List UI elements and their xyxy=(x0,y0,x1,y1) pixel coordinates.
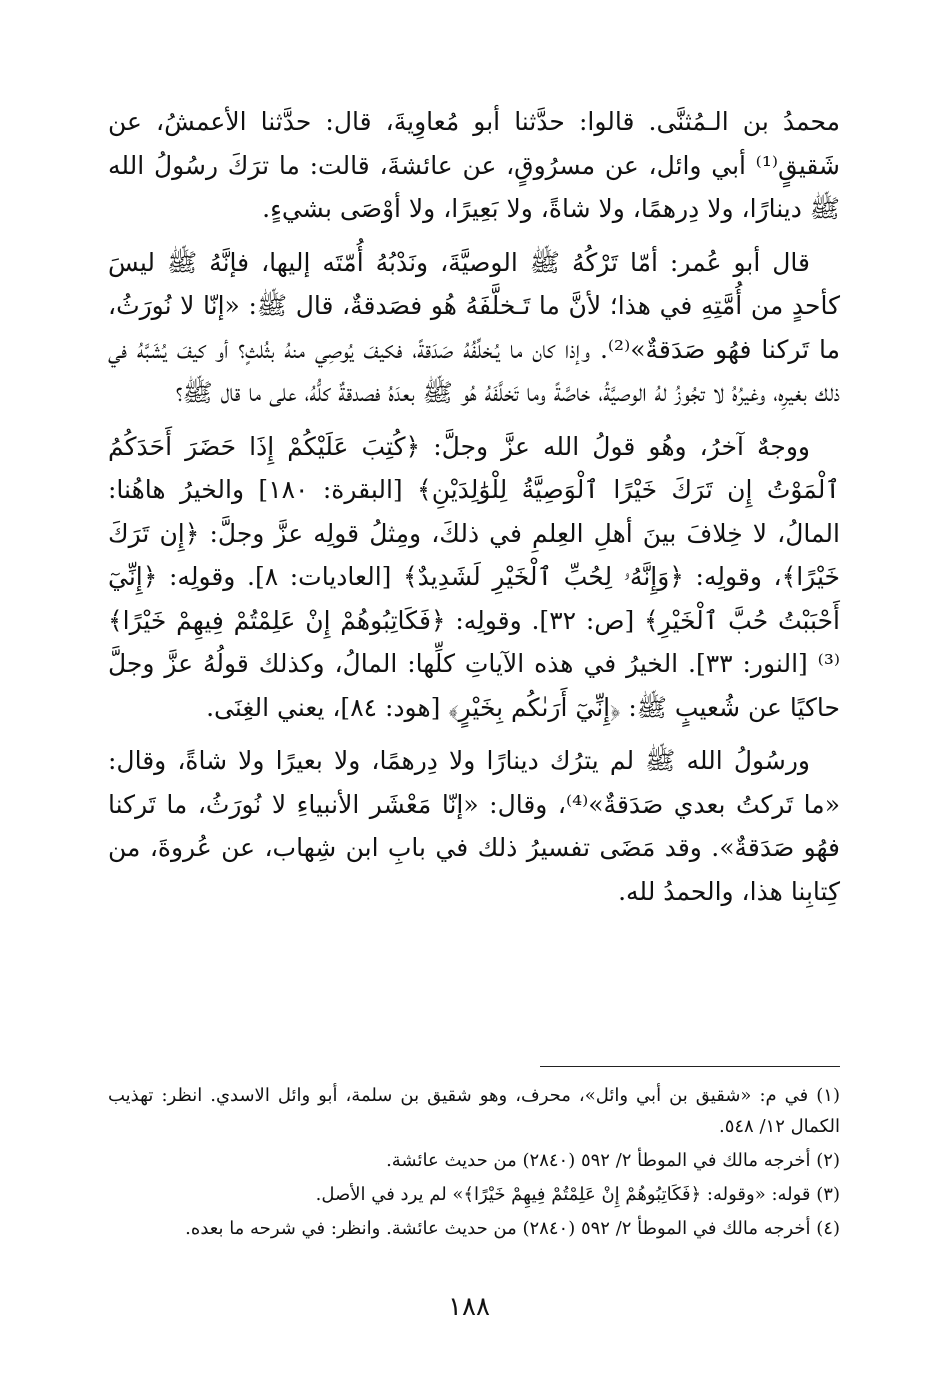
footnote-4: (٤) أخرجه مالك في الموطأ ٢/ ٥٩٢ (٢٨٤٠) من حديث عائشة. وانظر: في شرحه ما بعده. xyxy=(185,1218,840,1239)
paragraph-1: محمدُ بن الـمُثنَّى. قالوا: حدَّثنا أبو مُعاوِيةَ، قال: حدَّثنا الأعمشُ، عن شَقيقٍ⁽¹⁾ أبي وائل، عن مسرُوقٍ، عن عائشةَ، قالت: ما ترَكَ رسُولُ الله ﷺ دينارًا، ولا دِرهمًا، ولا شاةً، ولا بَعِيرًا، ولا أوْصَى بشيءٍ. xyxy=(108,107,840,223)
main-text xyxy=(108,100,840,923)
footnote-3: (٣) قوله: «وقوله: ﴿فَكَاتِبُوهُمْ إِنْ عَلِمْتُمْ فِيهِمْ خَيْرًا﴾» لم يرد في الأصل. xyxy=(315,1184,840,1205)
footnotes xyxy=(108,1080,840,1247)
footnote-1: (١) في م: «شقيق بن أبي وائل»، محرف، وهو شقيق بن سلمة، أبو وائل الاسدي. انظر: تهذيب الكمال ١٢/ ٥٤٨. xyxy=(108,1085,840,1137)
footnote-separator xyxy=(540,1066,840,1067)
paragraph-2: قال أبو عُمر: أمّا تَرْكُهُ ﷺ الوصيَّةَ، ونَدْبُهُ أُمّتَه إليها، فإنَّهُ ﷺ ليسَ كأحدٍ من أُمَّتِهِ في هذا؛ لأنَّ ما تَـخلَّفَهُ هُو فصَدقةٌ، قال ﷺ: «إنّا لا نُورَثُ، ما تَركنا فهُو صَدَقةٌ»⁽²⁾. وإذا كان ما يُـخلِّفُهُ صَدَقةً، فكيفَ يُوصِي منهُ بثُلثٍ؟ أو كيفَ يُشَبَّهُ في ذلك بغيرِه، وغيرُهُ لا تجُوزُ لهُ الوصيَّةُ، خاصَّةً وما تَخلَّفَهُ هُو ﷺ بعدَهُ فصدقةٌ كلُّهُ، على ما قال ﷺ؟ xyxy=(108,247,840,407)
page-number: ١٨٨ xyxy=(448,1292,490,1322)
paragraph-4: ورسُولُ الله ﷺ لم يترُك دينارًا ولا دِرهمًا، ولا بعيرًا ولا شاةً، وقال: «ما تَركتُ بعدي صَدَقةٌ»⁽⁴⁾، وقال: «إنّا مَعْشَر الأنبياءِ لا نُورَثُ، ما تَركنا فهُو صَدَقةٌ». وقد مَضَى تفسيرُ ذلك في بابِ ابن شِهاب، عن عُروةَ، من كِتابِنا هذا، والحمدُ لله. xyxy=(108,746,840,906)
footnote-2: (٢) أخرجه مالك في الموطأ ٢/ ٥٩٢ (٢٨٤٠) من حديث عائشة. xyxy=(386,1150,840,1171)
paragraph-3: ووجهٌ آخرُ، وهُو قولُ الله عزَّ وجلَّ: ﴿كُتِبَ عَلَيْكُمْ إِذَا حَضَرَ أَحَدَكُمُ ٱلْمَوْتُ إِن تَرَكَ خَيْرًا ٱلْوَصِيَّةُ لِلْوَٰلِدَيْنِ﴾ [البقرة: ١٨٠] والخيرُ هاهُنا: المالُ، لا خِلافَ بينَ أهلِ العِلمِ في ذلكَ، ومِثلُ قولِه عزَّ وجلَّ: ﴿إِن تَرَكَ خَيْرًا﴾، وقولِه: ﴿وَإِنَّهُۥ لِحُبِّ ٱلْخَيْرِ لَشَدِيدٌ﴾ [العاديات: ٨]. وقولِه: ﴿إِنِّيٓ أَحْبَبْتُ حُبَّ ٱلْخَيْرِ﴾ [ص: ٣٢]. وقولِه: ﴿فَكَاتِبُوهُمْ إِنْ عَلِمْتُمْ فِيهِمْ خَيْرًا﴾⁽³⁾ [النور: ٣٣]. الخيرُ في هذه الآياتِ كلِّها: المالُ، وكذلك قولُهُ عزَّ وجلَّ حاكيًا عن شُعيبٍ ﷺ: ﴿إِنِّيٓ أَرَىٰكُم بِخَيْرٍ﴾ [هود: ٨٤]، يعني الغِنَى. xyxy=(108,431,841,722)
